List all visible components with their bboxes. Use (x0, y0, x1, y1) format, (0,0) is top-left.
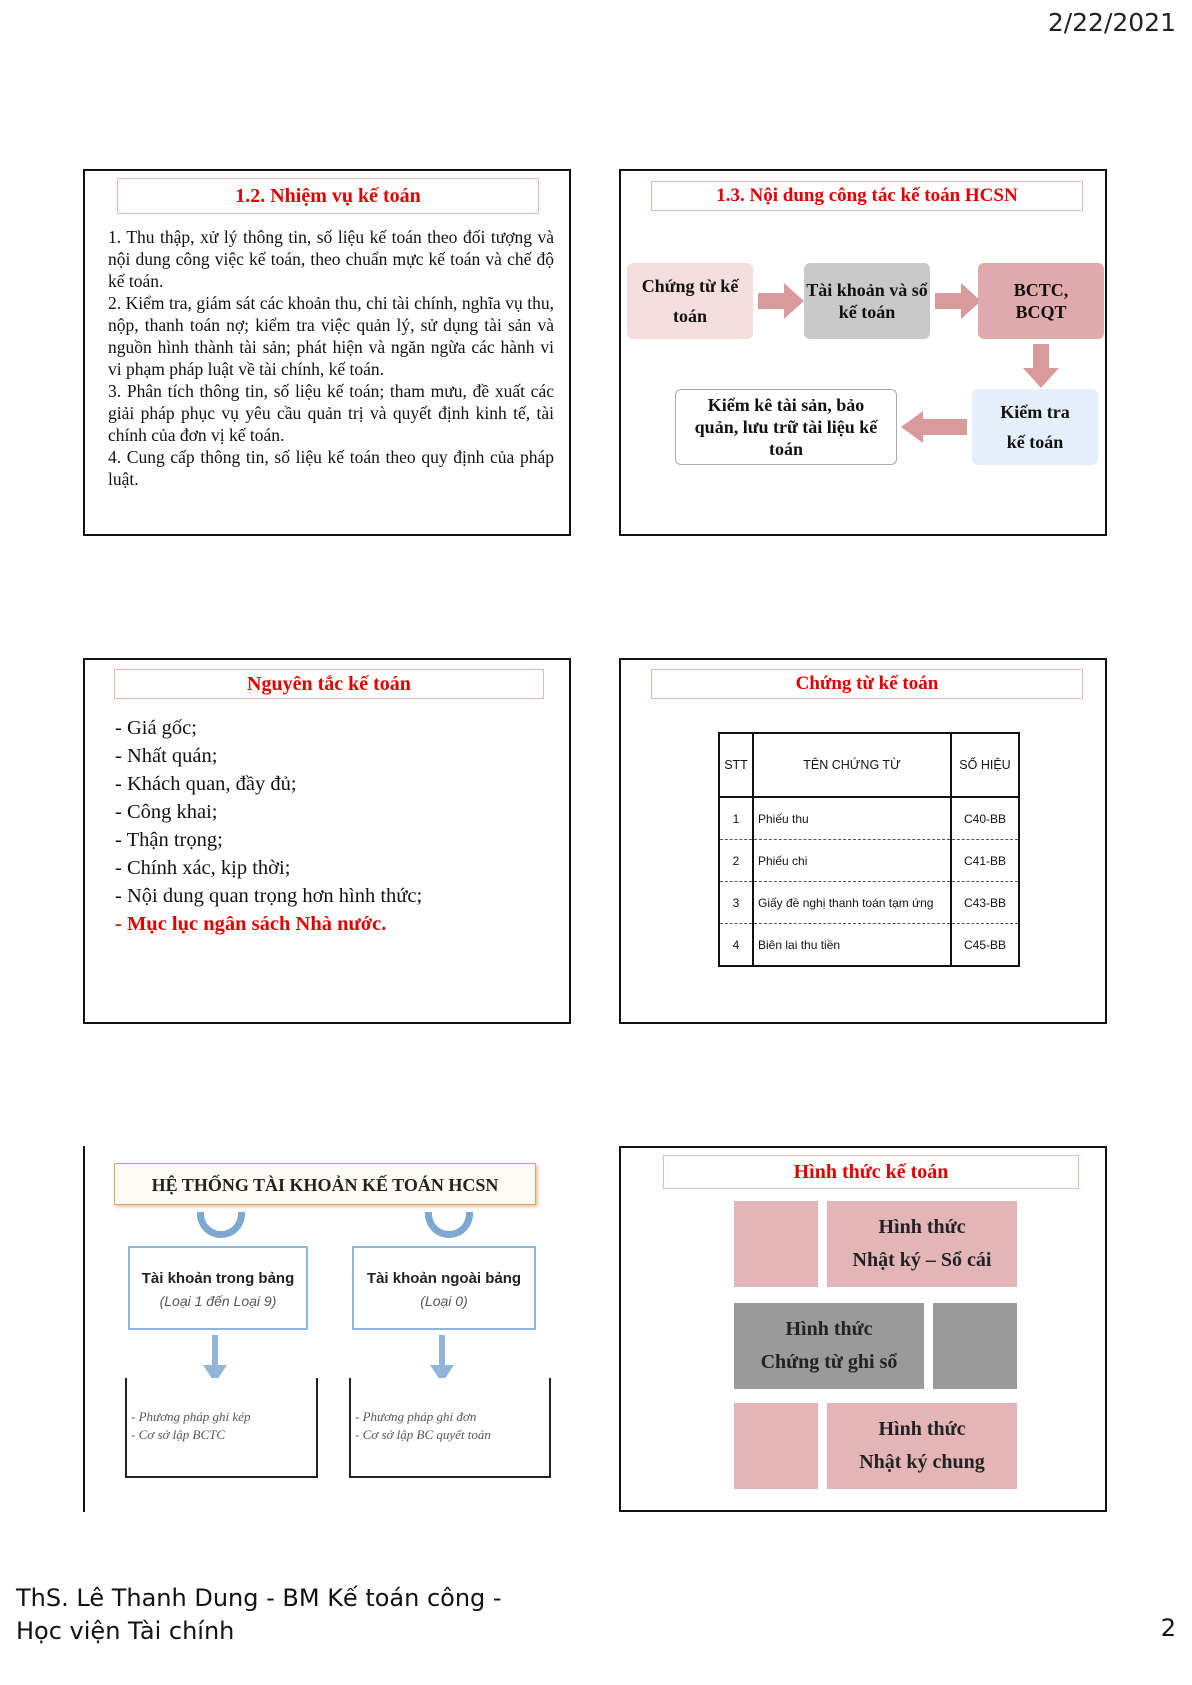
form-line: Nhật ký chung (859, 1451, 985, 1473)
decor-block (933, 1303, 1017, 1389)
flow-box-kiem-tra: Kiểm tra kế toán (972, 389, 1098, 465)
page-number: 2 (1160, 1614, 1176, 1642)
account-box-in-balance (128, 1246, 308, 1330)
table-row (719, 840, 1019, 882)
curved-arrow-icon (197, 1212, 245, 1238)
table-header: STT (719, 733, 753, 797)
principle-list (115, 714, 422, 938)
list-item: - Nhất quán; (115, 742, 422, 770)
arrow-right-icon (758, 283, 804, 319)
form-line: Chứng từ ghi sổ (760, 1351, 898, 1373)
slide-nhiem-vu-ke-toan (83, 169, 571, 536)
flow-box-chung-tu: Chứng từ kế toán (627, 263, 753, 339)
list-item: - Giá gốc; (115, 714, 422, 742)
account-sub: (Loại 1 đến Loại 9) (159, 1293, 277, 1309)
list-item: - Khách quan, đầy đủ; (115, 770, 422, 798)
list-item-highlight: - Mục lục ngân sách Nhà nước. (115, 910, 422, 938)
table-cell: C43-BB (951, 882, 1019, 924)
slide-nguyen-tac (83, 658, 571, 1024)
list-item: - Nội dung quan trọng hơn hình thức; (115, 882, 422, 910)
list-item: - Chính xác, kịp thời; (115, 854, 422, 882)
slide-title: 1.3. Nội dung công tác kế toán HCSN (651, 181, 1083, 211)
form-box-nhat-ky-so-cai (827, 1201, 1017, 1287)
table-row (719, 797, 1019, 840)
slide-title: Nguyên tắc kế toán (114, 669, 544, 699)
footer-author (16, 1582, 502, 1648)
table-cell: 1 (719, 797, 753, 840)
voucher-table (718, 732, 1020, 967)
slide-title: 1.2. Nhiệm vụ kế toán (117, 178, 539, 214)
slide-title: HỆ THỐNG TÀI KHOẢN KẾ TOÁN HCSN (114, 1163, 536, 1205)
table-cell: 2 (719, 840, 753, 882)
table-header: TÊN CHỨNG TỪ (753, 733, 951, 797)
page-date: 2/22/2021 (1047, 8, 1176, 37)
account-sub: (Loại 0) (420, 1293, 468, 1309)
note-line: - Cơ sở lập BC quyết toán (355, 1427, 491, 1442)
table-cell: Giấy đề nghị thanh toán tạm ứng (753, 882, 951, 924)
table-cell: Biên lai thu tiền (753, 924, 951, 967)
form-box-nhat-ky-chung (827, 1403, 1017, 1489)
list-item: - Công khai; (115, 798, 422, 826)
form-box-chung-tu-ghi-so (734, 1303, 924, 1389)
flow-box-bctc: BCTC, BCQT (978, 263, 1104, 339)
table-row (719, 882, 1019, 924)
note-line: - Phương pháp ghi đơn (355, 1409, 477, 1424)
table-cell: 3 (719, 882, 753, 924)
note-line: - Cơ sở lập BCTC (131, 1427, 226, 1442)
form-line: Hình thức (878, 1216, 966, 1238)
account-label: Tài khoản trong bảng (141, 1270, 295, 1287)
table-cell: C41-BB (951, 840, 1019, 882)
curved-arrow-icon (425, 1212, 473, 1238)
arrow-right-icon (935, 283, 981, 319)
arrow-left-icon (901, 411, 967, 443)
author-line: Học viện Tài chính (16, 1617, 235, 1645)
duty-paragraph: 3. Phân tích thông tin, số liệu kế toán; tham mưu, đề xuất các giải pháp phục vụ yêu cầu quản trị và quyết định kinh tế, tài chính của đơn vị kế toán. (108, 381, 554, 445)
table-cell: 4 (719, 924, 753, 967)
arrow-down-icon (430, 1335, 454, 1383)
list-item: - Thận trọng; (115, 826, 422, 854)
slide-title: Chứng từ kế toán (651, 669, 1083, 699)
slide-title: Hình thức kế toán (663, 1155, 1079, 1189)
duty-paragraph: 4. Cung cấp thông tin, số liệu kế toán theo quy định của pháp luật. (108, 447, 554, 489)
author-line: ThS. Lê Thanh Dung - BM Kế toán công - (16, 1584, 502, 1612)
form-line: Hình thức (878, 1418, 966, 1440)
slide-chung-tu (619, 658, 1107, 1024)
note-box-left (125, 1378, 318, 1478)
table-cell: Phiếu chi (753, 840, 951, 882)
note-line: - Phương pháp ghi kép (131, 1409, 251, 1424)
account-label: Tài khoản ngoài bảng (366, 1270, 522, 1287)
decor-block (734, 1201, 818, 1287)
duty-paragraph: 1. Thu thập, xử lý thông tin, số liệu kế toán theo đối tượng và nội dung công việc kế toán, theo chuẩn mực kế toán và chế độ kế toán. (108, 227, 554, 291)
decor-block (734, 1403, 818, 1489)
slide-noi-dung-cong-tac (619, 169, 1107, 536)
duty-paragraph: 2. Kiểm tra, giám sát các khoản thu, chi tài chính, nghĩa vụ thu, nộp, thanh toán nợ; kiểm tra việc quản lý, sử dụng tài sản và nguồn hình thành tài sản; phát hiện và ngăn ngừa các hành vi vi phạm pháp luật về tài chính, kế toán. (108, 293, 554, 379)
form-line: Hình thức (785, 1318, 873, 1340)
slide-body (108, 226, 554, 490)
table-row (719, 924, 1019, 967)
slide-hinh-thuc-ke-toan (619, 1146, 1107, 1512)
table-cell: C45-BB (951, 924, 1019, 967)
form-line: Nhật ký – Sổ cái (852, 1249, 992, 1271)
flow-box-tai-khoan: Tài khoản và sổ kế toán (804, 263, 930, 339)
table-cell: Phiếu thu (753, 797, 951, 840)
table-cell: C40-BB (951, 797, 1019, 840)
arrow-down-icon (203, 1335, 227, 1383)
arrow-down-icon (1023, 344, 1059, 388)
account-box-off-balance (352, 1246, 536, 1330)
slide-he-thong-tai-khoan (83, 1146, 571, 1512)
note-box-right (349, 1378, 551, 1478)
flow-box-kiem-ke: Kiểm kê tài sản, bảo quản, lưu trữ tài liệu kế toán (675, 389, 897, 465)
table-header: SỐ HIỆU (951, 733, 1019, 797)
